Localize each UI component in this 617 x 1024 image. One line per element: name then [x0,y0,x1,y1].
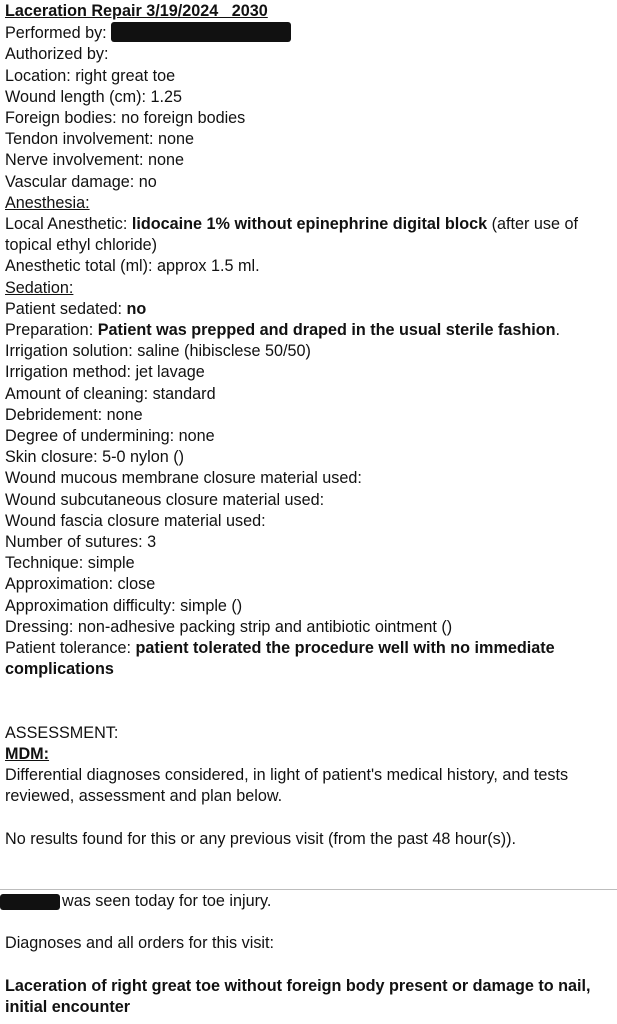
preparation-end: . [555,321,561,340]
diagnoses-intro: Diagnoses and all orders for this visit: [5,934,275,953]
preparation-label: Preparation: [5,321,98,340]
debridement-line: Debridement: none [5,405,143,424]
tolerance-value: patient tolerated the procedure well with no immediate complications [5,639,555,679]
subcutaneous-closure-line: Wound subcutaneous closure material used: [5,490,325,509]
performed-by-label: Performed by: [5,24,107,43]
vascular-line: Vascular damage: no [5,172,157,191]
sedated-value: no [126,299,147,318]
approximation-difficulty-line: Approximation difficulty: simple () [5,596,243,615]
mdm-text: Differential diagnoses considered, in light of patient's medical history, and tests reviewed, assessment and plan below. [5,766,569,806]
irrigation-solution-line: Irrigation solution: saline (hibisclese 50/50) [5,342,311,361]
undermining-line: Degree of undermining: none [5,427,215,446]
mdm-heading: MDM: [5,745,50,764]
sedated-line [5,299,613,320]
local-anesthetic-label: Local Anesthetic: [5,215,132,234]
tendon-line: Tendon involvement: none [5,130,194,149]
foreign-bodies-line: Foreign bodies: no foreign bodies [5,109,246,128]
dressing-line: Dressing: non-adhesive packing strip and antibiotic ointment () [5,617,453,636]
mucous-closure-line: Wound mucous membrane closure material used: [5,469,362,488]
location-line: Location: right great toe [5,66,176,85]
irrigation-method-line: Irrigation method: jet lavage [5,363,205,382]
sedation-heading: Sedation: [5,278,74,297]
seen-today-line [0,891,612,912]
technique-line: Technique: simple [5,554,135,573]
preparation-value: Patient was prepped and draped in the usual sterile fashion [97,321,556,340]
local-anesthetic-note: (after use of topical ethyl chloride) [5,215,579,255]
authorized-by-row [5,44,613,65]
preparation-line [5,320,613,341]
wound-length-line: Wound length (cm): 1.25 [5,87,182,106]
local-anesthetic-line [5,214,613,256]
anesthetic-total-line: Anesthetic total (ml): approx 1.5 ml. [5,257,260,276]
redacted-performer [111,22,291,42]
note-title: Laceration Repair 3/19/2024 2030 [5,2,268,20]
nerve-line: Nerve involvement: none [5,151,185,170]
local-anesthetic-value: lidocaine 1% without epinephrine digital block [131,215,488,234]
authorized-by-label: Authorized by: [5,45,109,64]
diagnosis-text: Laceration of right great toe without foreign body present or damage to nail, initial encounter [5,976,591,1016]
fascia-closure-line: Wound fascia closure material used: [5,511,266,530]
anesthesia-heading: Anesthesia: [5,193,90,212]
results-line: No results found for this or any previous visit (from the past 48 hour(s)). [5,829,517,848]
assessment-heading: ASSESSMENT: [5,723,119,742]
cleaning-line: Amount of cleaning: standard [5,384,216,403]
performed-by-row [5,22,613,44]
skin-closure-line: Skin closure: 5-0 nylon () [5,448,185,467]
redacted-patient-name [0,894,60,910]
section-divider [0,889,617,890]
approximation-line: Approximation: close [5,575,156,594]
sutures-line: Number of sutures: 3 [5,533,157,552]
seen-today-text: was seen today for toe injury. [62,892,272,910]
tolerance-label: Patient tolerance: [5,639,136,658]
tolerance-line [5,638,613,680]
sedated-label: Patient sedated: [5,299,127,318]
